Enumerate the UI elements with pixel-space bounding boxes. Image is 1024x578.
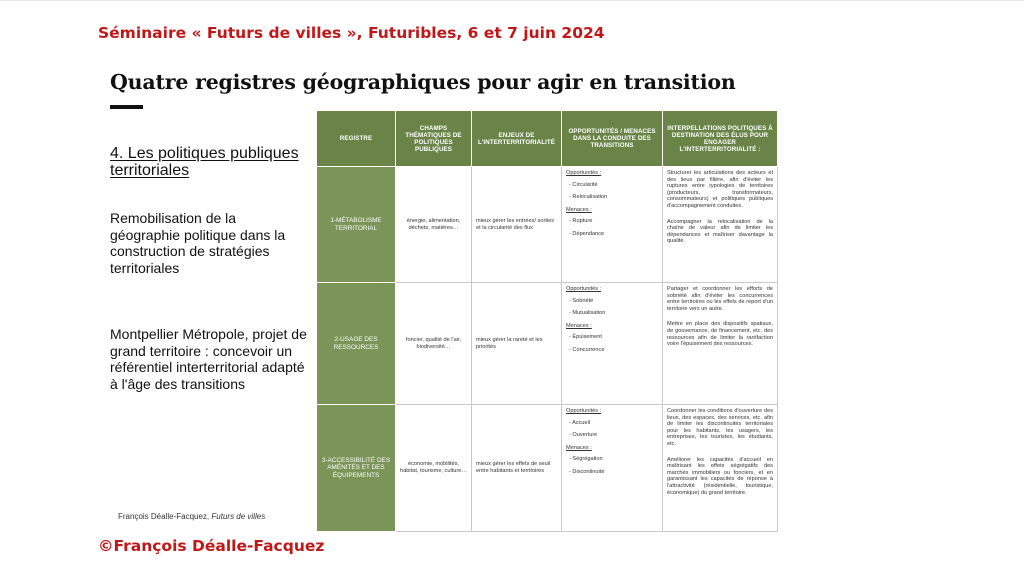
list-item: - Sobriété <box>569 297 594 304</box>
registre-cell: 2-USAGE DES RESSOURCES <box>317 283 396 405</box>
table-row <box>317 405 778 532</box>
interpellations-cell <box>663 167 778 283</box>
interpellations-cell <box>663 283 778 405</box>
list-item: - Épuisement <box>569 334 602 341</box>
slide-title: Quatre registres géographiques pour agir en transition <box>110 70 736 94</box>
header-registre: REGISTRE <box>317 111 396 167</box>
seminar-title: Séminaire « Futurs de villes », Futuribles, 6 et 7 juin 2024 <box>98 24 605 42</box>
interpellation-text: Accompagner la relocalisation de la chaîne de valeur afin de limiter les dépendances et maîtriser davantage la qualité. <box>667 218 773 245</box>
registres-table-grid <box>316 110 778 532</box>
list-item: - Ségrégation <box>569 456 603 463</box>
list-item: - Dépendance <box>569 230 605 237</box>
menaces-label: Menaces : <box>566 322 592 329</box>
list-item: - Accueil <box>569 419 591 426</box>
title-underline <box>110 105 143 109</box>
registres-table <box>316 110 777 531</box>
enjeux-cell: mieux gérer les entrées/ sorties et la circularité des flux <box>472 167 562 283</box>
menaces-label: Menaces : <box>566 206 592 213</box>
interpellation-text: Mettre en place des dispositifs spatiaux, de gouvernance, de financement, etc. des ressources afin de limiter la raréfaction voire l'épuisement des ressources. <box>667 321 773 348</box>
opportunites-menaces-cell <box>562 167 663 283</box>
header-opportunites-menaces: OPPORTUNITÉS / MENACES DANS LA CONDUITE DES TRANSITIONS <box>562 111 663 167</box>
opportunites-label: Opportunités : <box>566 286 602 292</box>
top-divider <box>0 0 1024 1</box>
paragraph-montpellier: Montpellier Métropole, projet de grand territoire : concevoir un référentiel interterritorial adapté à l'âge des transitions <box>110 326 307 392</box>
caption-author: François Déalle-Facquez, <box>118 512 210 521</box>
champs-cell: économie, mobilités, habitat, tourisme, culture… <box>396 405 472 532</box>
registre-cell: 3-ACCESSIBILITÉ DES AMÉNITÉS ET DES ÉQUIPEMENTS <box>317 405 396 532</box>
champs-cell: énergie, alimentation, déchets, matières… <box>396 167 472 283</box>
interpellation-text: Partager et coordonner les efforts de sobriété afin d'éviter les concurrences entre territoires ou les effets de report d'un territoire vers un autre. <box>667 286 773 312</box>
list-item: - Rupture <box>569 218 593 225</box>
registre-cell: 1-MÉTABOLISME TERRITORIAL <box>317 167 396 283</box>
image-caption <box>118 512 265 521</box>
list-item: - Concurrence <box>569 346 605 353</box>
paragraph-geographie-politique: Remobilisation de la géographie politique dans la construction de stratégies territoriales <box>110 210 286 276</box>
interpellation-text: Améliorer les capacités d'accueil en maîtrisant les effets ségrégatifs des marchés immobiliers ou fonciers, et en garantissant les capacités de réponse à l'attractivité (résidentielle, touristique, économique) du grand territoire. <box>667 456 773 496</box>
table-row <box>317 167 778 283</box>
header-enjeux: ENJEUX DE L'INTERTERRITORIALITÉ <box>472 111 562 167</box>
section-heading: 4. Les politiques publiques territoriales <box>110 145 299 179</box>
list-item: - Discontinuité <box>569 468 605 475</box>
list-item: - Circularité <box>569 181 598 188</box>
table-row <box>317 283 778 405</box>
menaces-label: Menaces : <box>566 444 592 451</box>
list-item: - Mutualisation <box>569 310 606 317</box>
interpellation-text: Coordonner les conditions d'ouverture des lieux, des espaces, des services, etc. afin de limiter les discontinuités territoriales pour les habitants, les usagers, les entreprises, les touristes, les étudiants, etc. <box>667 408 773 447</box>
interpellation-text: Structurer les articulations des acteurs et des lieux par filière, afin d'éviter les ruptures entre typologies de territoires (producteurs, transformateurs, consommateurs) et politiques publiques d'accompagnement conduites. <box>667 170 773 209</box>
interpellations-cell <box>663 405 778 532</box>
opportunites-menaces-cell <box>562 405 663 532</box>
caption-work: Futurs de villes <box>211 512 266 521</box>
header-interpellations: INTERPELLATIONS POLITIQUES À DESTINATION DES ÉLUS POUR ENGAGER L'INTERTERRITORIALITÉ : <box>663 111 778 167</box>
opportunites-label: Opportunités : <box>566 170 602 176</box>
opportunites-menaces-cell <box>562 283 663 405</box>
table-header-row <box>317 111 778 167</box>
header-champs: CHAMPS THÉMATIQUES DE POLITIQUES PUBLIQUES <box>396 111 472 167</box>
champs-cell: foncier, qualité de l'air, biodiversité… <box>396 283 472 405</box>
enjeux-cell: mieux gérer la rareté et les priorités <box>472 283 562 405</box>
copyright-notice: ©François Déalle-Facquez <box>98 537 325 555</box>
enjeux-cell: mieux gérer les effets de seuil entre habitants et territoires <box>472 405 562 532</box>
opportunites-label: Opportunités : <box>566 408 602 414</box>
list-item: - Ouverture <box>569 432 598 439</box>
list-item: - Relocalisation <box>569 194 608 201</box>
